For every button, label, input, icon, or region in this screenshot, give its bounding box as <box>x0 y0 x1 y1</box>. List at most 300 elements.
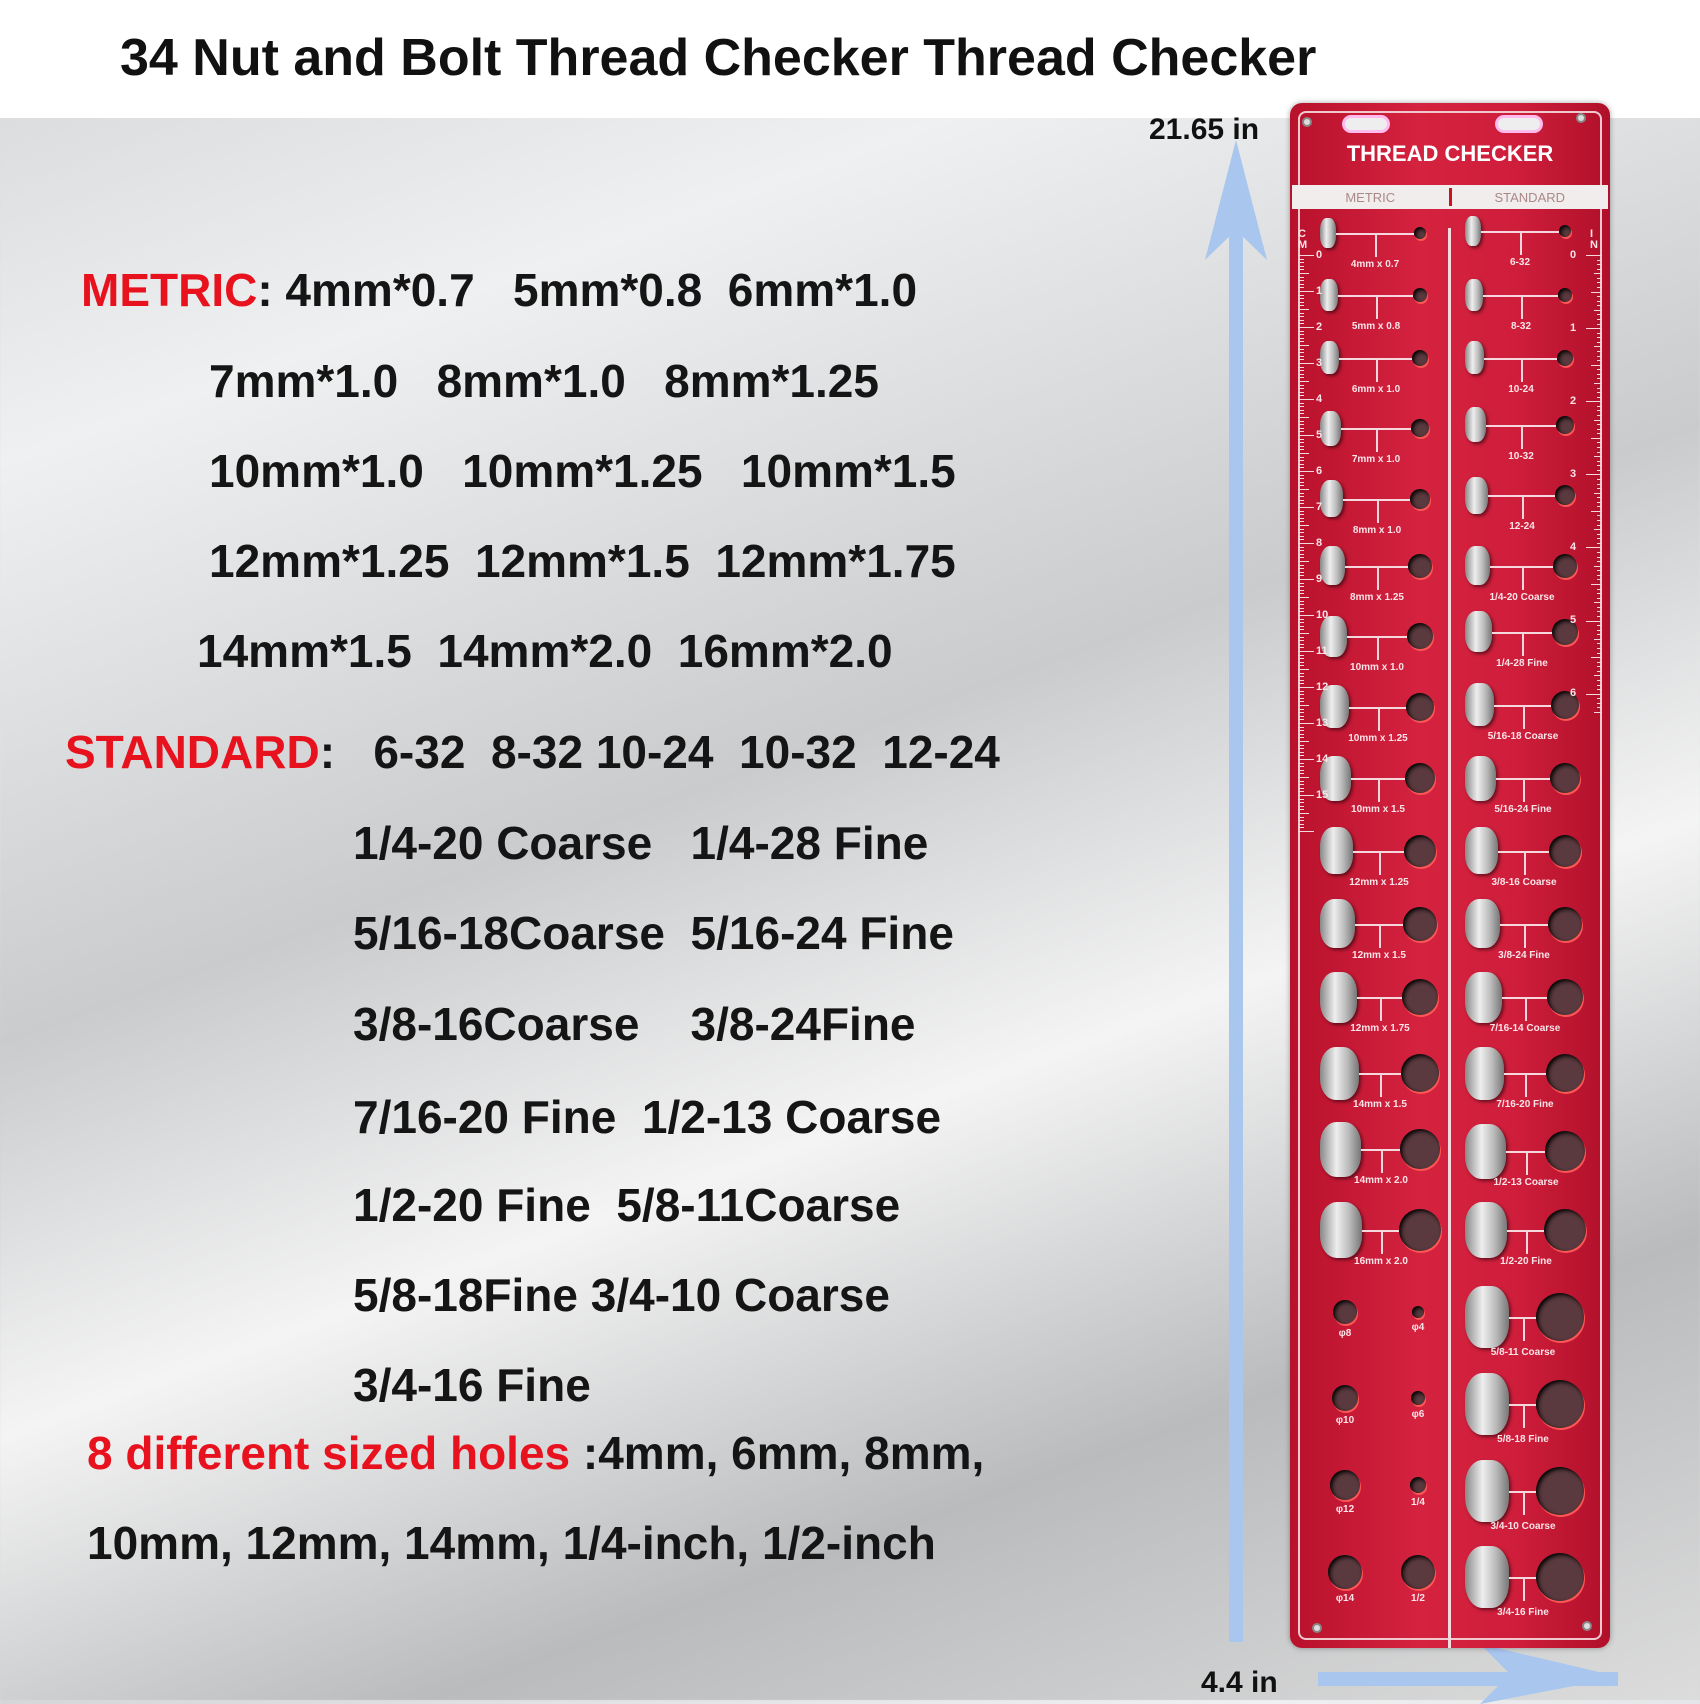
hole-label: φ6 <box>1411 1409 1425 1421</box>
inch-tick-label: 6 <box>1570 687 1577 699</box>
cm-tick-label: 0 <box>1316 249 1323 261</box>
spec-line <box>197 625 893 677</box>
ruler-tick <box>1298 766 1304 767</box>
section-heading: STANDARD <box>65 726 320 778</box>
ruler-tick <box>1298 561 1309 562</box>
ruler-tick <box>1298 532 1304 533</box>
spec-line <box>353 1179 900 1231</box>
ruler-tick <box>1298 712 1304 713</box>
ruler-tick <box>1298 673 1304 674</box>
ruler-tick <box>1597 598 1602 599</box>
ruler-tick <box>1597 442 1602 443</box>
ruler-tick <box>1597 369 1602 370</box>
ruler-tick <box>1298 658 1304 659</box>
ruler-tick <box>1298 359 1304 360</box>
connector-stem <box>1381 1230 1383 1254</box>
gauge-hole <box>1333 1300 1357 1324</box>
gauge-label: 8-32 <box>1510 320 1532 332</box>
ruler-tick <box>1298 349 1304 350</box>
ruler-tick <box>1298 421 1304 422</box>
gauge-label: 5/8-18 Fine <box>1497 1433 1549 1445</box>
ruler-tick <box>1298 550 1304 551</box>
ruler-tick <box>1597 630 1602 631</box>
thread-pin <box>1465 1202 1507 1258</box>
page-title: 34 Nut and Bolt Thread Checker Thread Checker <box>120 29 1317 87</box>
ruler-tick <box>1298 377 1304 378</box>
ruler-tick <box>1298 637 1304 638</box>
gauge-label: 14mm x 2.0 <box>1354 1175 1408 1187</box>
connector-stem <box>1375 233 1377 257</box>
ruler-tick <box>1298 799 1304 800</box>
spec-line <box>209 535 956 587</box>
connector-stem <box>1523 1577 1525 1601</box>
ruler-tick <box>1298 694 1304 695</box>
ruler-tick <box>1298 777 1309 778</box>
threaded-hole <box>1536 1553 1584 1601</box>
thread-pin <box>1320 1122 1361 1177</box>
ruler-tick <box>1298 529 1304 530</box>
ruler-tick <box>1298 619 1304 620</box>
ruler-tick <box>1597 374 1602 375</box>
ruler-tick <box>1298 482 1304 483</box>
gauge-label: 10-24 <box>1508 383 1534 395</box>
hole-label: φ14 <box>1335 1592 1355 1604</box>
ruler-tick <box>1597 461 1602 462</box>
cm-tick-label: 1 <box>1316 285 1323 297</box>
hole-label: 1/2 <box>1411 1592 1425 1604</box>
ruler-tick <box>1597 515 1602 516</box>
ruler-tick <box>1298 475 1304 476</box>
thread-pin <box>1465 972 1502 1023</box>
ruler-tick <box>1586 694 1602 695</box>
ruler-tick <box>1298 262 1304 263</box>
ruler-tick <box>1298 431 1304 432</box>
ruler-tick <box>1298 662 1304 663</box>
gauge-label: 12mm x 1.75 <box>1350 1023 1410 1035</box>
ruler-tick <box>1597 479 1602 480</box>
inch-tick-label: 5 <box>1570 614 1577 626</box>
ruler-tick <box>1597 429 1602 430</box>
ruler-tick <box>1298 795 1314 796</box>
gauge-label: 8mm x 1.0 <box>1352 524 1402 536</box>
connector-stem <box>1380 1073 1382 1097</box>
screw-icon <box>1582 1621 1592 1631</box>
ruler-tick <box>1298 719 1304 720</box>
thread-checker-board <box>1290 103 1610 1648</box>
gauge-label: 16mm x 2.0 <box>1354 1256 1408 1268</box>
connector-stem <box>1521 295 1523 319</box>
ruler-tick <box>1597 278 1602 279</box>
ruler-tick <box>1298 644 1304 645</box>
ruler-tick <box>1298 392 1304 393</box>
thread-pin <box>1465 546 1490 585</box>
spec-line <box>209 355 879 407</box>
hole-label: 1/4 <box>1411 1497 1425 1509</box>
in-label: IN <box>1590 228 1598 251</box>
ruler-tick <box>1298 741 1309 742</box>
ruler-tick <box>1594 383 1602 384</box>
ruler-tick <box>1298 370 1304 371</box>
connector-stem <box>1522 495 1524 519</box>
ruler-tick <box>1298 478 1304 479</box>
spec-text: :4mm, 6mm, 8mm, <box>570 1427 985 1479</box>
ruler-tick <box>1298 388 1304 389</box>
ruler-tick <box>1298 439 1304 440</box>
ruler-tick <box>1298 446 1304 447</box>
gauge-label: 1/4-28 Fine <box>1496 657 1548 669</box>
threaded-hole <box>1548 907 1582 941</box>
ruler-tick <box>1298 655 1304 656</box>
ruler-tick <box>1594 675 1602 676</box>
ruler-tick <box>1298 374 1304 375</box>
ruler-tick <box>1298 809 1304 810</box>
thread-pin <box>1465 407 1486 442</box>
ruler-tick <box>1594 346 1602 347</box>
gauge-label: 4mm x 0.7 <box>1350 259 1400 271</box>
ruler-tick <box>1594 712 1602 713</box>
gauge-label: 1/2-13 Coarse <box>1493 1177 1559 1189</box>
ruler-tick <box>1586 621 1602 622</box>
ruler-tick <box>1591 584 1602 585</box>
thread-pin <box>1465 1047 1504 1100</box>
gauge-hole <box>1412 1306 1424 1318</box>
spec-text: 7mm*1.0 8mm*1.0 8mm*1.25 <box>209 355 879 407</box>
spec-line <box>353 998 916 1050</box>
ruler-tick <box>1597 634 1602 635</box>
ruler-tick <box>1298 727 1304 728</box>
ruler-tick <box>1298 413 1304 414</box>
ruler-tick <box>1298 291 1314 292</box>
ruler-tick <box>1597 643 1602 644</box>
thread-pin <box>1465 477 1488 514</box>
thread-pin <box>1320 1047 1359 1100</box>
threaded-hole <box>1403 907 1437 941</box>
ruler-tick <box>1298 680 1304 681</box>
ruler-tick <box>1298 302 1304 303</box>
ruler-tick <box>1298 341 1304 342</box>
ruler-tick <box>1597 287 1602 288</box>
ruler-tick <box>1298 280 1304 281</box>
ruler-tick <box>1597 680 1602 681</box>
ruler-tick <box>1298 608 1304 609</box>
spec-line <box>81 264 917 316</box>
ruler-tick <box>1298 781 1304 782</box>
ruler-tick <box>1298 381 1309 382</box>
thread-pin <box>1320 972 1357 1023</box>
cm-tick-label: 2 <box>1316 321 1323 333</box>
connector-stem <box>1526 1230 1528 1254</box>
ruler-tick <box>1298 770 1304 771</box>
gauge-label: 12-24 <box>1509 521 1535 533</box>
threaded-hole <box>1536 1380 1584 1428</box>
ruler-tick <box>1591 511 1602 512</box>
ruler-tick <box>1597 543 1602 544</box>
thread-pin <box>1465 1546 1509 1608</box>
ruler-tick <box>1597 607 1602 608</box>
ruler-tick <box>1298 633 1309 634</box>
cm-tick-label: 8 <box>1316 537 1323 549</box>
ruler-tick <box>1298 295 1304 296</box>
thread-pin <box>1465 1460 1509 1522</box>
ruler-tick <box>1298 709 1304 710</box>
hole-label: φ12 <box>1335 1504 1355 1516</box>
connector-stem <box>1526 1151 1528 1175</box>
cm-tick-label: 10 <box>1316 609 1329 621</box>
ruler-tick <box>1597 497 1602 498</box>
ruler-tick <box>1597 269 1602 270</box>
thread-pin <box>1465 756 1496 801</box>
gauge-label: 10mm x 1.25 <box>1348 732 1408 744</box>
connector-stem <box>1523 1491 1525 1515</box>
thread-pin <box>1465 827 1498 874</box>
board-section-header <box>1292 185 1608 209</box>
inch-tick-label: 4 <box>1570 541 1577 553</box>
ruler-tick <box>1298 737 1304 738</box>
ruler-tick <box>1298 395 1304 396</box>
connector-stem <box>1376 428 1378 452</box>
gauge-label: 14mm x 1.5 <box>1353 1099 1407 1111</box>
arrow-right-icon <box>1480 1644 1620 1704</box>
ruler-tick <box>1597 648 1602 649</box>
spec-line <box>65 726 1000 778</box>
ruler-tick <box>1597 410 1602 411</box>
ruler-tick <box>1597 593 1602 594</box>
threaded-hole <box>1404 835 1436 867</box>
cm-tick-label: 4 <box>1316 393 1323 405</box>
connector-stem <box>1378 778 1380 802</box>
ruler-tick <box>1298 493 1304 494</box>
thread-pin <box>1465 611 1492 652</box>
cm-tick-label: 13 <box>1316 717 1329 729</box>
ruler-tick <box>1594 456 1602 457</box>
ruler-tick <box>1594 566 1602 567</box>
ruler-tick <box>1597 301 1602 302</box>
ruler-tick <box>1298 266 1304 267</box>
ruler-tick <box>1298 622 1304 623</box>
ruler-tick <box>1298 716 1304 717</box>
ruler-tick <box>1298 345 1309 346</box>
ruler-tick <box>1586 401 1602 402</box>
connector-stem <box>1376 358 1378 382</box>
ruler-tick <box>1597 616 1602 617</box>
spec-text: 7/16-20 Fine 1/2-13 Coarse <box>353 1091 942 1143</box>
ruler-tick <box>1298 514 1304 515</box>
ruler-tick <box>1586 547 1602 548</box>
hole-label: φ8 <box>1338 1327 1352 1339</box>
ruler-tick <box>1597 484 1602 485</box>
threaded-hole <box>1549 835 1581 867</box>
inch-tick-label: 1 <box>1570 322 1577 334</box>
ruler-tick <box>1594 310 1602 311</box>
gauge-label: 7/16-14 Coarse <box>1489 1023 1561 1035</box>
gauge-label: 10-32 <box>1508 450 1534 462</box>
spec-line <box>353 817 928 869</box>
thread-pin <box>1320 827 1353 874</box>
thread-pin <box>1465 899 1500 948</box>
spec-line <box>353 1359 591 1411</box>
ruler-tick <box>1597 351 1602 352</box>
ruler-tick <box>1597 520 1602 521</box>
ruler-tick <box>1597 282 1602 283</box>
connector-stem <box>1525 997 1527 1021</box>
gauge-label: 3/4-16 Fine <box>1497 1607 1549 1619</box>
ruler-tick <box>1298 615 1314 616</box>
ruler-tick <box>1298 665 1304 666</box>
thread-pin <box>1320 218 1336 248</box>
ruler-tick <box>1298 367 1304 368</box>
ruler-tick <box>1597 707 1602 708</box>
ruler-tick <box>1298 453 1309 454</box>
spec-text: 5/16-18Coarse 5/16-24 Fine <box>353 907 954 959</box>
ruler-tick <box>1298 471 1314 472</box>
ruler-tick <box>1594 273 1602 274</box>
ruler-tick <box>1597 570 1602 571</box>
section-heading: METRIC <box>81 264 258 316</box>
metric-heading: METRIC <box>1345 189 1396 205</box>
thread-pin <box>1465 341 1484 374</box>
connector-stem <box>1522 566 1524 590</box>
ruler-tick <box>1597 525 1602 526</box>
spec-text: : 4mm*0.7 5mm*0.8 6mm*1.0 <box>257 264 918 316</box>
spec-text: 10mm, 12mm, 14mm, 1/4-inch, 1/2-inch <box>87 1517 936 1569</box>
gauge-label: 12mm x 1.25 <box>1349 876 1409 888</box>
ruler-tick <box>1298 255 1314 256</box>
ruler-tick <box>1597 575 1602 576</box>
gauge-label: 3/4-10 Coarse <box>1490 1520 1556 1532</box>
cm-tick-label: 12 <box>1316 681 1329 693</box>
ruler-tick <box>1298 604 1304 605</box>
thread-pin <box>1465 683 1494 726</box>
thread-pin <box>1320 899 1355 948</box>
ruler-tick <box>1298 691 1304 692</box>
ruler-tick <box>1591 438 1602 439</box>
connector-stem <box>1379 924 1381 948</box>
height-arrow <box>1229 200 1243 1642</box>
ruler-tick <box>1597 324 1602 325</box>
spec-line <box>353 907 954 959</box>
ruler-tick <box>1594 602 1602 603</box>
threaded-hole <box>1402 979 1438 1015</box>
threaded-hole <box>1546 1054 1584 1092</box>
gauge-label: 1/2-20 Fine <box>1500 1256 1552 1268</box>
gauge-hole <box>1328 1555 1362 1589</box>
ruler-tick <box>1597 406 1602 407</box>
board-title: THREAD CHECKER <box>1346 141 1554 166</box>
threaded-hole <box>1558 288 1572 302</box>
ruler-tick <box>1298 485 1304 486</box>
threaded-hole <box>1545 1131 1585 1171</box>
ruler-tick <box>1298 323 1304 324</box>
cm-tick-label: 6 <box>1316 465 1323 477</box>
ruler-tick <box>1597 662 1602 663</box>
threaded-hole <box>1557 350 1573 366</box>
ruler-tick <box>1298 683 1304 684</box>
ruler-tick <box>1298 597 1309 598</box>
connector-stem <box>1524 924 1526 948</box>
ruler-tick <box>1597 557 1602 558</box>
ruler-tick <box>1298 496 1304 497</box>
ruler-tick <box>1298 568 1304 569</box>
gauge-label: 7mm x 1.0 <box>1351 454 1401 466</box>
ruler-tick <box>1298 676 1304 677</box>
ruler-tick <box>1298 338 1304 339</box>
ruler-tick <box>1591 292 1602 293</box>
ruler-tick <box>1298 424 1304 425</box>
ruler-tick <box>1298 305 1304 306</box>
ruler-tick <box>1298 327 1314 328</box>
screw-icon <box>1312 1623 1322 1633</box>
ruler-tick <box>1298 403 1304 404</box>
screw-icon <box>1302 117 1312 127</box>
hole-label: φ4 <box>1411 1321 1425 1333</box>
threaded-hole <box>1559 225 1571 237</box>
ruler-tick <box>1586 474 1602 475</box>
ruler-tick <box>1597 337 1602 338</box>
ruler-tick <box>1298 701 1304 702</box>
ruler-tick <box>1298 525 1309 526</box>
ruler-tick <box>1298 759 1314 760</box>
ruler-tick <box>1298 320 1304 321</box>
gauge-label: 7/16-20 Fine <box>1496 1099 1554 1111</box>
ruler-tick <box>1586 328 1602 329</box>
ruler-tick <box>1597 488 1602 489</box>
connector-stem <box>1377 499 1379 523</box>
inch-tick-label: 3 <box>1570 468 1577 480</box>
ruler-tick <box>1597 579 1602 580</box>
ruler-tick <box>1298 259 1304 260</box>
ruler-tick <box>1298 507 1314 508</box>
gauge-label: 3/8-24 Fine <box>1498 949 1550 961</box>
ruler-tick <box>1597 470 1602 471</box>
ruler-tick <box>1298 313 1304 314</box>
ruler-tick <box>1298 467 1304 468</box>
threaded-hole <box>1408 554 1432 578</box>
gauge-label: 5mm x 0.8 <box>1351 320 1401 332</box>
ruler-tick <box>1298 539 1304 540</box>
ruler-tick <box>1597 378 1602 379</box>
threaded-hole <box>1413 288 1427 302</box>
ruler-tick <box>1298 557 1304 558</box>
hanging-slot <box>1495 115 1543 133</box>
ruler-tick <box>1597 685 1602 686</box>
thread-pin <box>1320 341 1339 374</box>
ruler-tick <box>1298 521 1304 522</box>
ruler-tick <box>1298 698 1304 699</box>
ruler-tick <box>1298 824 1304 825</box>
connector-stem <box>1524 851 1526 875</box>
ruler-tick <box>1298 284 1304 285</box>
ruler-tick <box>1597 264 1602 265</box>
gauge-label: 6mm x 1.0 <box>1351 383 1401 395</box>
ruler-tick <box>1298 590 1304 591</box>
spec-text: 3/4-16 Fine <box>353 1359 591 1411</box>
cm-tick-label: 15 <box>1316 789 1329 801</box>
ruler-tick <box>1597 552 1602 553</box>
ruler-tick <box>1597 260 1602 261</box>
ruler-tick <box>1597 506 1602 507</box>
ruler-tick <box>1594 639 1602 640</box>
ruler-tick <box>1597 356 1602 357</box>
gauge-label: 5/16-18 Coarse <box>1487 730 1559 742</box>
ruler-tick <box>1298 511 1304 512</box>
thread-pin <box>1320 279 1338 311</box>
ruler-tick <box>1298 784 1304 785</box>
spec-text: 14mm*1.5 14mm*2.0 16mm*2.0 <box>197 625 893 677</box>
connector-stem <box>1521 358 1523 382</box>
connector-stem <box>1377 636 1379 660</box>
ruler-tick <box>1597 392 1602 393</box>
connector-stem <box>1377 566 1379 590</box>
